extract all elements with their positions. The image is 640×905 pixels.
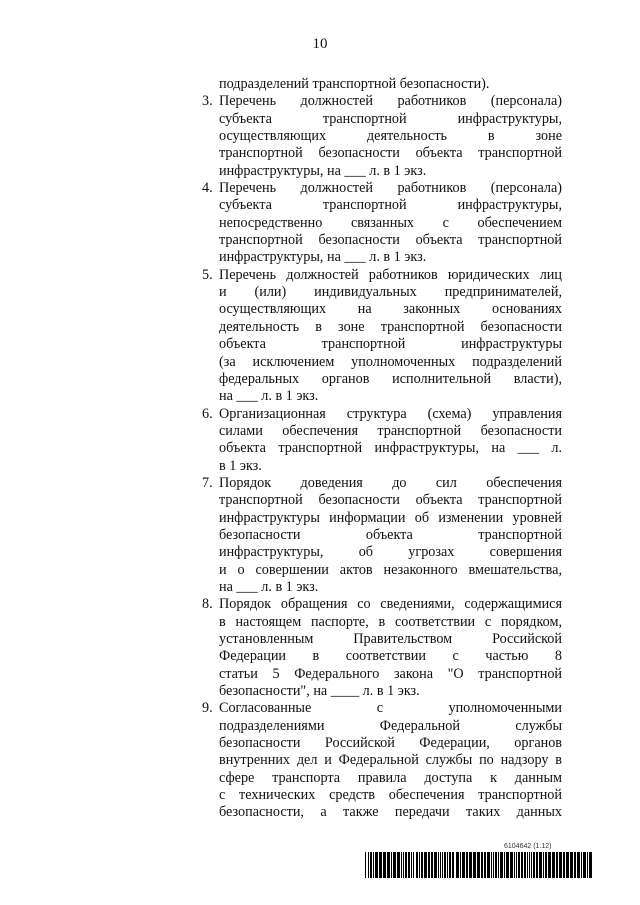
- barcode-bar: [524, 852, 526, 878]
- barcode-bar: [527, 852, 528, 878]
- text-line: объекта транспортной инфраструктуры, на ___ л.: [219, 440, 562, 457]
- barcode-bar: [440, 852, 441, 878]
- barcode-bar: [577, 852, 580, 878]
- barcode-bar: [442, 852, 443, 878]
- barcode-label: 6104642 (1.12): [504, 843, 552, 850]
- text-line: непосредственно связанных с обеспечением: [219, 214, 562, 231]
- barcode-bar: [477, 852, 480, 878]
- list-item: [200, 180, 562, 267]
- barcode-bar: [518, 852, 520, 878]
- barcode-bar: [462, 852, 465, 878]
- barcode-bar: [531, 852, 532, 878]
- barcode-bar: [481, 852, 483, 878]
- barcode-bar: [587, 852, 588, 878]
- barcode-bar: [411, 852, 412, 878]
- barcode-bar: [559, 852, 562, 878]
- barcode-bar: [387, 852, 390, 878]
- item-number: 5.: [202, 266, 213, 283]
- barcode-bar: [500, 852, 503, 878]
- text-line: транспортной безопасности объекта транспортной: [219, 145, 562, 162]
- text-line: подразделениями Федеральной службы: [219, 717, 562, 734]
- text-line: Перечень должностей работников (персонала): [219, 93, 562, 110]
- text-line: безопасности объекта транспортной: [219, 526, 562, 543]
- barcode-bar: [431, 852, 433, 878]
- text-line: инфраструктуры информации об изменении уровней: [219, 509, 562, 526]
- barcode-bar: [563, 852, 565, 878]
- text-line: Организационная структура (схема) управления: [219, 405, 562, 422]
- barcode-bar: [581, 852, 582, 878]
- barcode-bar: [529, 852, 530, 878]
- item-number: 4.: [202, 180, 213, 197]
- barcode-bar: [408, 852, 410, 878]
- text-line: установленным Правительством Российской: [219, 631, 562, 647]
- barcode-bar: [456, 852, 459, 878]
- barcode-bar: [556, 852, 558, 878]
- page-number: 10: [312, 36, 328, 52]
- text-line: в настоящем паспорте, в соответствии с порядком,: [219, 613, 562, 630]
- list-item: [200, 596, 562, 700]
- text-line: инфраструктуры, на ___ л. в 1 экз.: [219, 249, 427, 266]
- text-line: безопасности Российской Федерации, органов: [219, 735, 562, 752]
- text-line: силами обеспечения транспортной безопасности: [219, 422, 562, 439]
- barcode-bar: [447, 852, 448, 878]
- text-line: безопасности", на ____ л. в 1 экз.: [219, 683, 420, 700]
- barcode-bar: [566, 852, 569, 878]
- text-line: осуществляющих на законных основаниях: [219, 301, 562, 318]
- barcode-bar: [397, 852, 400, 878]
- barcode-bar: [419, 852, 420, 878]
- text-line: инфраструктуры, об угрозах совершения: [219, 544, 562, 561]
- barcode-bar: [545, 852, 547, 878]
- item-number: 9.: [202, 700, 213, 717]
- item-number: 6.: [202, 405, 213, 422]
- barcode-bar: [589, 852, 592, 878]
- text-line: субъекта транспортной инфраструктуры,: [219, 110, 562, 127]
- barcode-bar: [491, 852, 492, 878]
- barcode-bar: [543, 852, 544, 878]
- barcode-bar: [424, 852, 427, 878]
- barcode-bar: [365, 852, 366, 878]
- barcode-bar: [391, 852, 392, 878]
- barcode-bar: [403, 852, 404, 878]
- barcode-bar: [368, 852, 369, 878]
- text-line: Порядок доведения до сил обеспечения: [219, 474, 562, 491]
- barcode-bar: [539, 852, 542, 878]
- list-item: [200, 93, 562, 180]
- text-line: объекта транспортной инфраструктуры: [219, 336, 562, 353]
- text-line: и о совершении актов незаконного вмешательства,: [219, 561, 562, 578]
- barcode-bar: [536, 852, 538, 878]
- barcode-bar: [466, 852, 468, 878]
- item-number: 8.: [202, 596, 213, 613]
- text-line: Согласованные с уполномоченными: [219, 700, 562, 717]
- item-number: 7.: [202, 474, 213, 491]
- text-line: на ___ л. в 1 экз.: [219, 388, 319, 405]
- item-number: 3.: [202, 93, 213, 110]
- numbered-list: [200, 93, 562, 821]
- text-line: федеральных органов исполнительной власти),: [219, 370, 562, 387]
- barcode-bar: [583, 852, 586, 878]
- barcode-bar: [510, 852, 513, 878]
- text-line: субъекта транспортной инфраструктуры,: [219, 197, 562, 214]
- barcode-bar: [428, 852, 430, 878]
- text-line: Федерации в соответствии с частью 8: [219, 648, 562, 665]
- continuation-text: [200, 76, 562, 93]
- barcode-bar: [495, 852, 497, 878]
- text-line: безопасности, а также передачи таких данных: [219, 804, 562, 821]
- text-line: на ___ л. в 1 экз.: [219, 578, 319, 595]
- barcode-bar: [375, 852, 378, 878]
- barcode-bar: [533, 852, 535, 878]
- barcode-bar: [469, 852, 472, 878]
- barcode-bar: [370, 852, 372, 878]
- barcode-bar: [416, 852, 418, 878]
- text-line: осуществляющих деятельность в зоне: [219, 128, 562, 145]
- barcode-bar: [393, 852, 396, 878]
- text-line: (за исключением уполномоченных подразделений: [219, 353, 562, 370]
- barcode-bar: [493, 852, 494, 878]
- text-line: и (или) индивидуальных предпринимателей,: [219, 284, 562, 301]
- barcode-bar: [504, 852, 505, 878]
- barcode-bar: [434, 852, 437, 878]
- list-item: [200, 700, 562, 821]
- list-item: [200, 475, 562, 596]
- barcode-bar: [548, 852, 551, 878]
- barcode-bar: [444, 852, 446, 878]
- barcode-bar: [552, 852, 555, 878]
- text-line: сфере транспорта правила доступа к данным: [219, 769, 562, 786]
- barcode-bar: [460, 852, 461, 878]
- barcode-bar: [514, 852, 515, 878]
- text-line: статьи 5 Федерального закона "О транспортной: [219, 665, 562, 682]
- text-line: подразделений транспортной безопасности).: [219, 76, 490, 92]
- barcode-bar: [438, 852, 439, 878]
- barcode-bar: [487, 852, 490, 878]
- text-line: деятельность в зоне транспортной безопасности: [219, 318, 562, 335]
- barcode-bar: [379, 852, 382, 878]
- barcode-bar: [516, 852, 517, 878]
- text-line: Порядок обращения со сведениями, содержащимися: [219, 596, 562, 613]
- text-line: Перечень должностей работников юридических лиц: [219, 266, 562, 283]
- list-item: [200, 406, 562, 475]
- list-item: [200, 267, 562, 406]
- barcode-bar: [421, 852, 423, 878]
- text-line: Перечень должностей работников (персонала): [219, 180, 562, 197]
- barcode-bar: [498, 852, 499, 878]
- barcode-bar: [405, 852, 407, 878]
- text-line: в 1 экз.: [219, 457, 262, 474]
- barcode-image: [365, 852, 593, 878]
- barcode-bar: [521, 852, 523, 878]
- text-line: инфраструктуры, на ___ л. в 1 экз.: [219, 162, 427, 179]
- barcode-bar: [383, 852, 386, 878]
- barcode-bar: [506, 852, 509, 878]
- text-line: транспортной безопасности объекта транспортной: [219, 232, 562, 249]
- barcode-bar: [413, 852, 414, 878]
- barcode-bar: [373, 852, 374, 878]
- document-body: [200, 76, 562, 822]
- barcode-bar: [473, 852, 476, 878]
- barcode-bar: [484, 852, 486, 878]
- barcode-bar: [449, 852, 451, 878]
- barcode-bar: [452, 852, 454, 878]
- barcode-bar: [574, 852, 576, 878]
- text-line: с технических средств обеспечения транспортной: [219, 787, 562, 804]
- barcode-bar: [570, 852, 573, 878]
- text-line: внутренних дел и Федеральной службы по надзору в: [219, 752, 562, 769]
- text-line: транспортной безопасности объекта транспортной: [219, 492, 562, 509]
- barcode-bar: [401, 852, 402, 878]
